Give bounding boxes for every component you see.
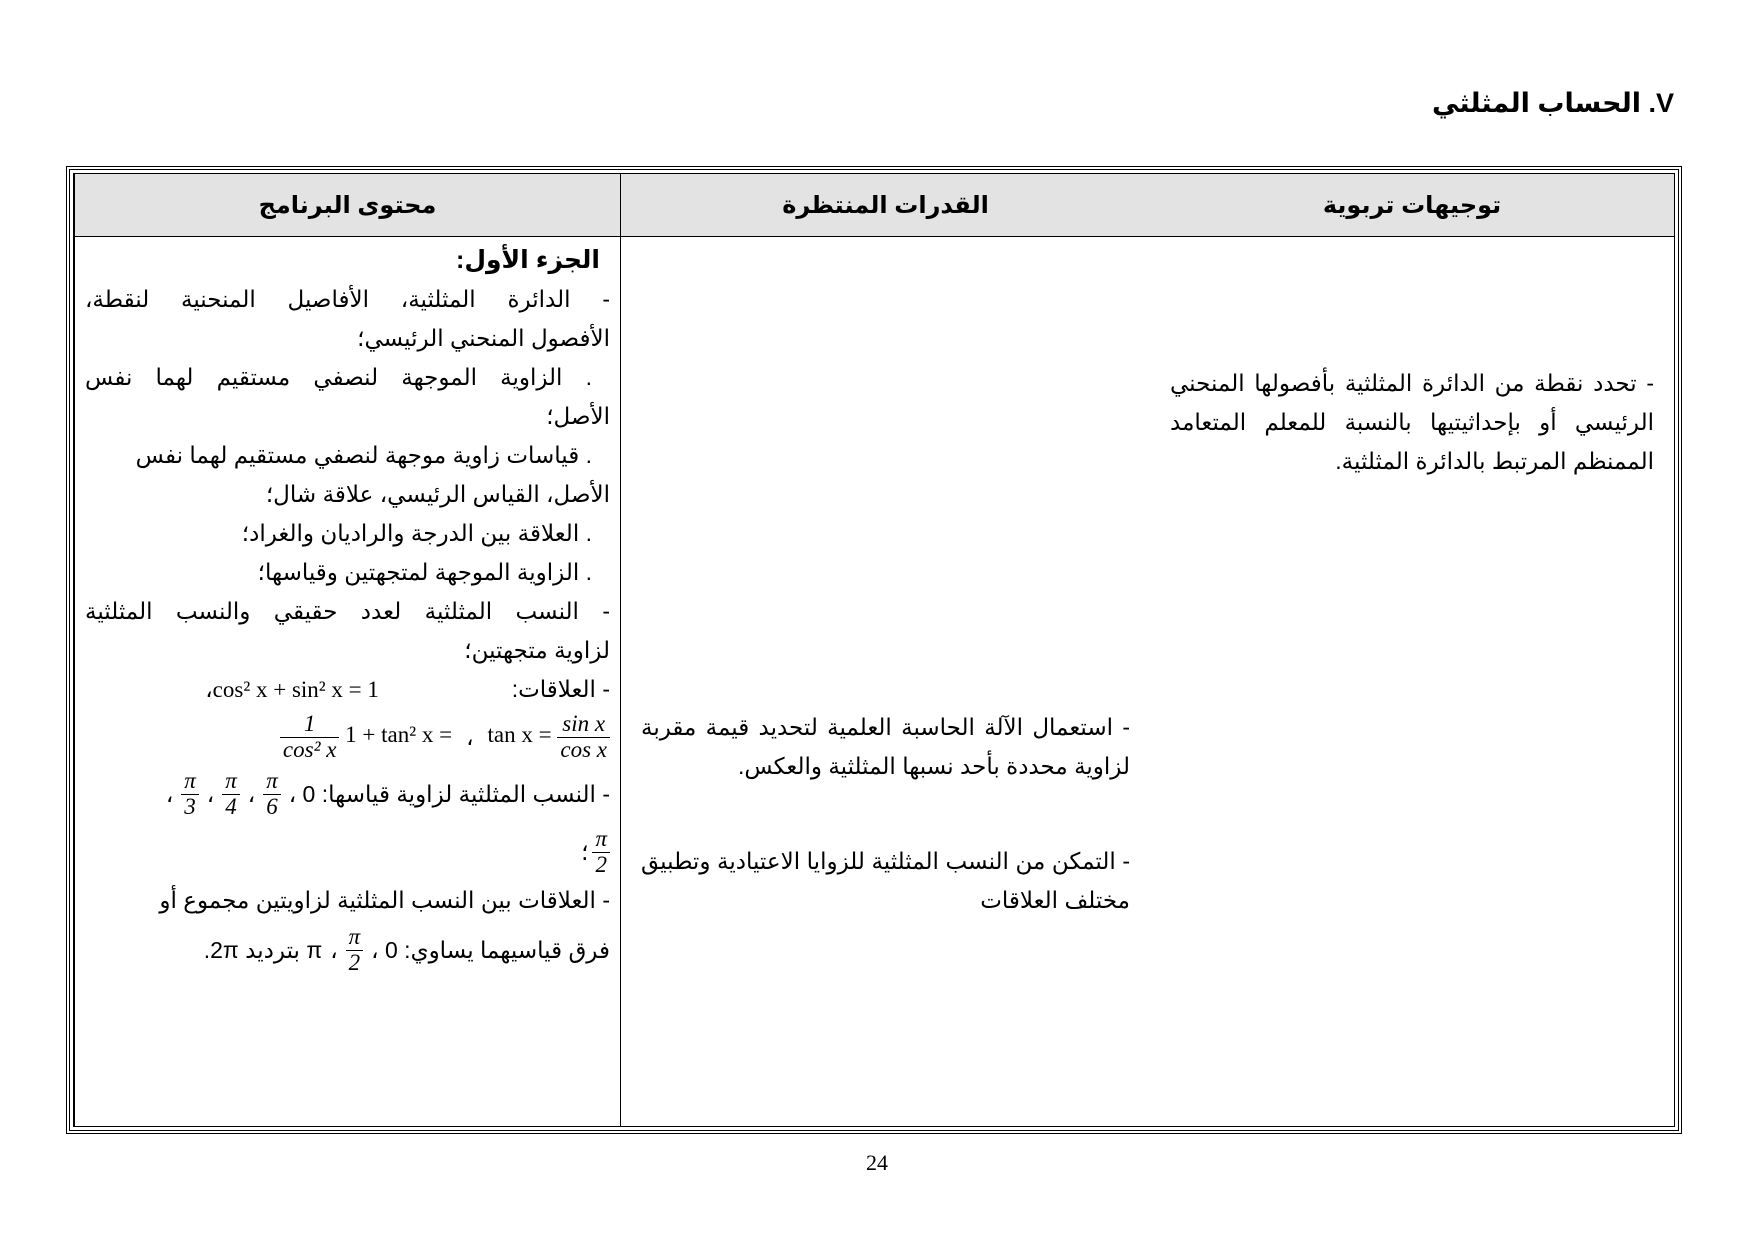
pi-over-2: $\frac{\pi}{2}$ bbox=[346, 925, 364, 974]
cell-program-content bbox=[75, 237, 620, 980]
program-table bbox=[66, 166, 1682, 1134]
header-pedagogical-guidance: توجيهات تربوية bbox=[1150, 174, 1674, 237]
pi-over-2: $\frac{\pi}{2}$ bbox=[592, 827, 610, 876]
part-title: الجزء الأول: bbox=[456, 246, 600, 274]
sec-fraction: $\frac{1}{\text{cos² x}}$ bbox=[280, 712, 340, 761]
sum-relations-line: - العلاقات بين النسب المثلثية لزاويتين مجموع أو bbox=[159, 887, 610, 913]
column-expected-abilities bbox=[620, 174, 1150, 1126]
content-line: - الدائرة المثلثية، الأفاصيل المنحنية لنقطة، bbox=[85, 286, 610, 312]
special-angles-label: - النسب المثلثية لزاوية قياسها: 0 ، bbox=[288, 780, 610, 807]
header-program-content: محتوى البرنامج bbox=[75, 174, 620, 237]
pi-over-3: $\frac{\pi}{3}$ bbox=[181, 769, 199, 818]
period-text: π بترديد 2π. bbox=[203, 936, 323, 963]
special-angles-line-2: $\frac{\pi}{2}$ ؛ bbox=[85, 823, 610, 881]
content-line: . قياسات زاوية موجهة لنصفي مستقيم لهما نفس bbox=[135, 442, 592, 468]
relations-label: - العلاقات: bbox=[511, 676, 610, 702]
table-grid bbox=[73, 173, 1675, 1127]
ability-item: - التمكن من النسب المثلثية للزوايا الاعتيادية وتطبيق مختلف العلاقات bbox=[641, 848, 1130, 913]
content-line: الأصل، القياس الرئيسي، علاقة شال؛ bbox=[265, 481, 610, 507]
relations-line: - العلاقات: cos² x + sin² x = 1، bbox=[85, 670, 610, 709]
column-pedagogical-guidance bbox=[1150, 174, 1674, 1126]
relations-fractions-line: tan x = $\frac{\text{sin x}}{\text{cos x}}$ ، $\frac{1}{\text{cos² x}}$ 1 + tan² x = bbox=[85, 709, 610, 765]
pi-over-6: $\frac{\pi}{6}$ bbox=[263, 769, 281, 818]
header-expected-abilities: القدرات المنتظرة bbox=[621, 174, 1150, 237]
page-number: 24 bbox=[866, 1150, 888, 1175]
pi-over-4: $\frac{\pi}{4}$ bbox=[222, 769, 240, 818]
content-line: . الزاوية الموجهة لنصفي مستقيم لهما نفس bbox=[85, 364, 592, 390]
content-line: الأفصول المنحني الرئيسي؛ bbox=[357, 325, 610, 351]
section-title: V. الحساب المثلثي bbox=[1432, 88, 1674, 118]
content-line: . الزاوية الموجهة لمتجهتين وقياسها؛ bbox=[257, 559, 592, 585]
relation-pythagorean: cos² x + sin² x = 1 bbox=[212, 677, 379, 702]
column-program-content bbox=[74, 174, 620, 1126]
content-line: الأصل؛ bbox=[546, 403, 610, 429]
content-line: لزاوية متجهتين؛ bbox=[464, 637, 610, 663]
content-line: . العلاقة بين الدرجة والراديان والغراد؛ bbox=[241, 520, 592, 546]
relation-sec: $\frac{1}{\text{cos² x}}$ 1 + tan² x = bbox=[280, 712, 452, 761]
ability-item: - استعمال الآلة الحاسبة العلمية لتحديد قيمة مقربة لزاوية محددة بأحد نسبها المثلثية والعكس. bbox=[641, 714, 1130, 779]
guidance-item: - تحدد نقطة من الدائرة المثلثية بأفصولها المنحني الرئيسي أو بإحداثيتيها بالنسبة للمعلم المتعامد الممنظم المرتبط بالدائرة المثلثية. bbox=[1170, 370, 1654, 474]
relation-tan: tan x = $\frac{\text{sin x}}{\text{cos x}}$ bbox=[488, 712, 610, 761]
sum-relations-line-2: فرق قياسيهما يساوي: 0 ، $\frac{\pi}{2}$ ، π بترديد 2π. bbox=[203, 924, 610, 975]
special-angles-line: - النسب المثلثية لزاوية قياسها: 0 ، $\frac{\pi}{6}$ ، $\frac{\pi}{4}$ ، $\frac{\pi}{3}$ ، bbox=[165, 768, 610, 819]
content-line: - النسب المثلثية لعدد حقيقي والنسب المثلثية bbox=[85, 598, 610, 624]
tan-fraction: $\frac{\text{sin x}}{\text{cos x}}$ bbox=[557, 712, 610, 761]
